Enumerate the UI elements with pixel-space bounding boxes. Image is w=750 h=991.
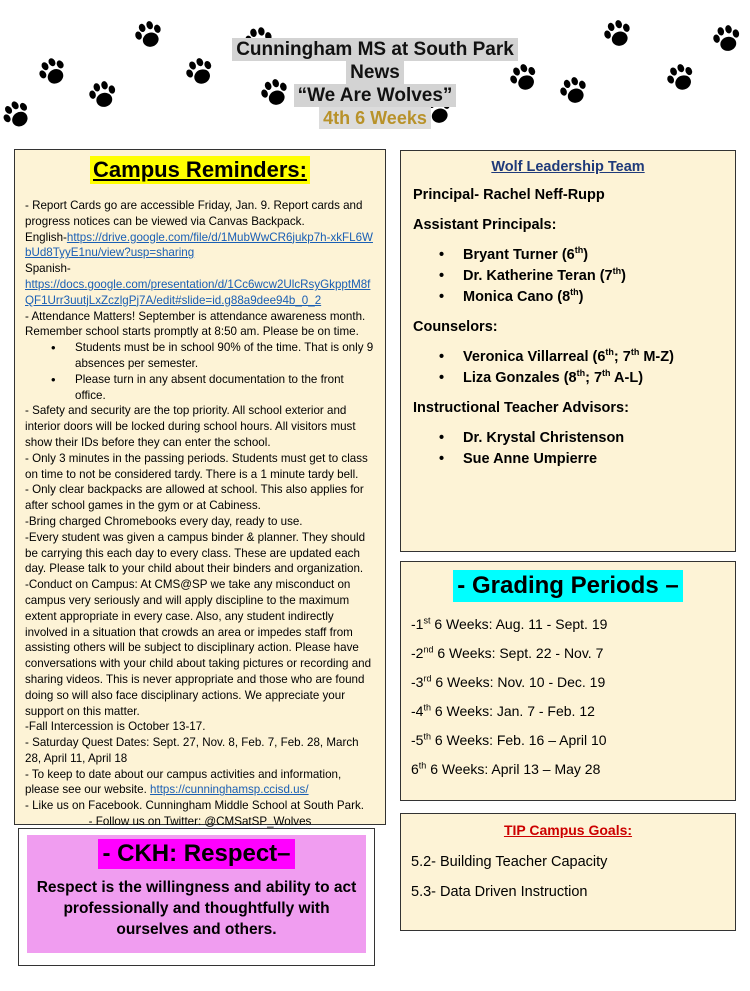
passing-period-note: - Only 3 minutes in the passing periods. Students must get to class on time to not be considered tardy. There is a 1 minute tardy bell.: [25, 451, 368, 481]
school-name: Cunningham MS at South Park: [232, 38, 518, 61]
list-item: • Dr. Krystal Christenson: [463, 430, 723, 446]
chromebook-note: -Bring charged Chromebooks every day, ready to use.: [25, 514, 303, 528]
list-item: • Veronica Villarreal (6th; 7th M-Z): [463, 349, 723, 365]
list-item: • Students must be in school 90% of the time. That is only 9 absences per semester.: [63, 340, 375, 372]
ita-heading: Instructional Teacher Advisors:: [413, 400, 629, 416]
grading-periods-panel: [400, 561, 736, 801]
spanish-label: Spanish-: [25, 262, 71, 276]
twitter-note: - Follow us on Twitter: @CMSatSP_Wolves: [88, 815, 312, 829]
ita-list: [463, 430, 723, 467]
website-note: - To keep to date about our campus activities and information, please see our website. https://cunninghamsp.ccisd.us/: [25, 767, 342, 797]
principal-line: Principal- Rachel Neff-Rupp: [413, 187, 605, 203]
motto: “We Are Wolves”: [294, 84, 457, 107]
list-item: 5.2- Building Teacher Capacity: [411, 854, 608, 870]
attendance-list: [63, 340, 375, 403]
tip-goals-panel: [400, 813, 736, 931]
counselors-heading: Counselors:: [413, 319, 498, 335]
website-link[interactable]: https://cunninghamsp.ccisd.us/: [150, 783, 309, 797]
list-item: • Please turn in any absent documentation to the front office.: [63, 372, 375, 404]
grading-periods-title: - Grading Periods –: [453, 570, 682, 602]
conduct-note: -Conduct on Campus: At CMS@SP we take any misconduct on campus very seriously and will apply discipline to the maximum extent appropriate in every case. Also, any student indirectly involved in a situation that crowds an area or impedes staff from assisting others will be subject to disciplinary action. Please have conversations with your child about taking pictures or recording and sharing videos. This is never appropriate and those who are found doing so will also face disciplinary actions. We appreciate your support on this matter.: [25, 578, 372, 718]
counselors-list: [463, 349, 723, 386]
list-item: -5th 6 Weeks: Feb. 16 – April 10: [411, 731, 607, 748]
assistant-principals-heading: Assistant Principals:: [413, 217, 557, 233]
ckh-title: - CKH: Respect–: [98, 839, 294, 869]
english-report-link[interactable]: https://drive.google.com/file/d/1MubWwCR6jukp7h-xkFL6WbUd8TyyE1nu/view?usp=sharing: [25, 230, 373, 260]
list-item: -2nd 6 Weeks: Sept. 22 - Nov. 7: [411, 644, 604, 661]
list-item: 6th 6 Weeks: April 13 – May 28: [411, 760, 601, 777]
list-item: • Monica Cano (8th): [463, 289, 723, 305]
newsletter-header: [0, 38, 750, 129]
attendance-note: - Attendance Matters! September is attendance awareness month. Remember school starts promptly at 8:50 am. Please be on time.: [25, 309, 366, 339]
leadership-panel: [400, 150, 736, 552]
leadership-title: Wolf Leadership Team: [491, 159, 645, 175]
list-item: 5.3- Data Driven Instruction: [411, 884, 588, 900]
spanish-report-link[interactable]: https://docs.google.com/presentation/d/1Cc6wcw2UlcRsyGkpptM8fQF1Urr3uutjLxZczlgPj7A/edit#slide=id.g88a9dee94b_0_2: [25, 277, 371, 307]
saturday-quest-note: - Saturday Quest Dates: Sept. 27, Nov. 8, Feb. 7, Feb. 28, March 28, April 11, April 18: [25, 736, 359, 765]
binder-note: -Every student was given a campus binder & planner. They should be carrying this each day to every class. These are updated each day. Please talk to your child about their binders and organization.: [25, 530, 366, 576]
report-cards-note: - Report Cards go are accessible Friday, Jan. 9. Report cards and progress notices can be viewed via Canvas Backpack.: [25, 199, 363, 228]
list-item: • Sue Anne Umpierre: [463, 451, 723, 467]
campus-reminders-panel: [14, 149, 386, 829]
list-item: • Liza Gonzales (8th; 7th A-L): [463, 370, 723, 386]
list-item: • Dr. Katherine Teran (7th): [463, 268, 723, 284]
newsletter-label: News: [346, 61, 404, 84]
list-item: -3rd 6 Weeks: Nov. 10 - Dec. 19: [411, 673, 606, 690]
grading-period-label: 4th 6 Weeks: [319, 107, 431, 129]
english-link-line: [25, 230, 375, 262]
ckh-respect-panel: [18, 828, 375, 966]
campus-reminders-title: Campus Reminders:: [90, 156, 310, 184]
ckh-text: Respect is the willingness and ability to act professionally and thoughtfully with ourselves and others.: [36, 879, 357, 938]
english-label: English-: [25, 230, 67, 244]
safety-note: - Safety and security are the top priority. All school exterior and interior doors will be locked during school hours. All visitors must show their IDs before they can enter the school.: [25, 404, 356, 449]
list-item: -1st 6 Weeks: Aug. 11 - Sept. 19: [411, 615, 608, 632]
list-item: • Bryant Turner (6th): [463, 247, 723, 263]
assistant-principals-list: [463, 247, 723, 305]
intercession-note: -Fall Intercession is October 13-17.: [25, 720, 206, 734]
backpack-note: - Only clear backpacks are allowed at school. This also applies for after school games in the gym or at Cabiness.: [25, 483, 364, 513]
list-item: -4th 6 Weeks: Jan. 7 - Feb. 12: [411, 702, 595, 719]
facebook-note: - Like us on Facebook. Cunningham Middle School at South Park.: [25, 799, 364, 813]
tip-title: TIP Campus Goals:: [503, 822, 633, 838]
